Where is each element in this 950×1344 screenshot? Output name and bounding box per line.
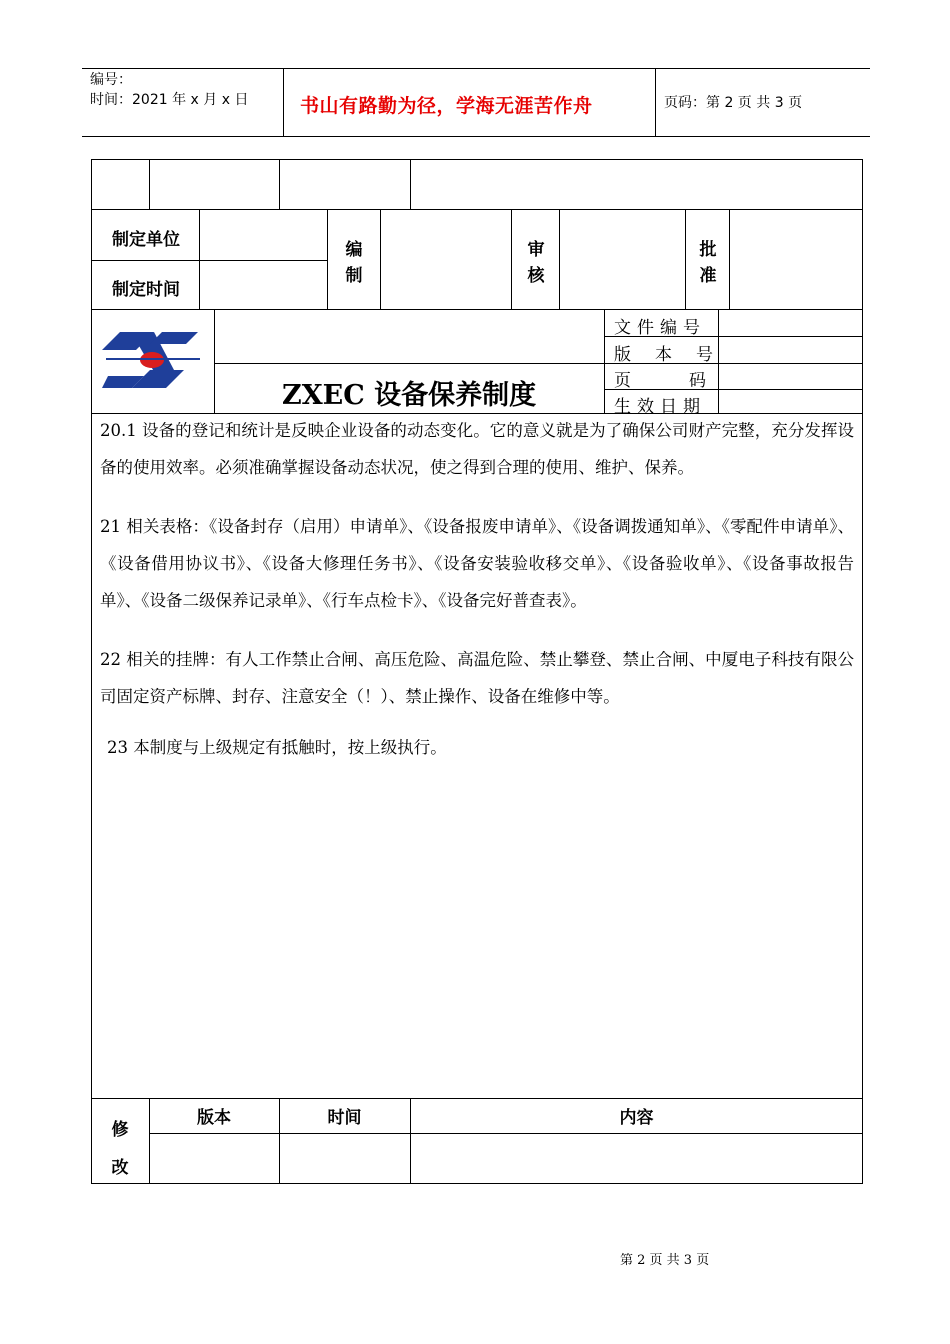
approval-divider-e [559,209,560,310]
body-paragraph: 20.1 设备的登记和统计是反映企业设备的动态变化。它的意义就是为了确保公司财产完整，充分发挥设备的使用效率。必须准确掌握设备动态状况，使之得到合理的使用、维护、保养。 [100,421,854,477]
revision-header-rule [149,1133,863,1134]
body-text [100,412,854,766]
docinfo-divider-logo [214,309,215,414]
header-divider-2 [655,69,656,136]
field-label-effective-date: 生效日期 [614,397,706,417]
approval-hrule [91,260,327,261]
revision-col-version: 版本 [197,1108,231,1128]
approval-divider-g [729,209,730,310]
header-bottom-rule [82,136,870,137]
empty-row [91,159,863,210]
empty-row-divider-2 [279,159,280,210]
revision-col-content: 内容 [619,1108,654,1128]
unit-label: 制定单位 [112,230,180,250]
time-label: 时间：2021 年 x 月 x 日 [90,92,249,108]
company-logo-icon [102,326,202,394]
empty-row-divider-3 [410,159,411,210]
body-paragraph: 23 本制度与上级规定有抵触时，按上级执行。 [107,738,447,757]
editor-label: 编 制 [345,240,363,286]
empty-row-divider-1 [149,159,150,210]
approval-divider-b [327,209,328,310]
field-label-file-no: 文件编号 [614,318,706,338]
revision-side-label: 修 改 [111,1120,129,1178]
field-label-page: 页码 [614,371,764,391]
time-label-approval: 制定时间 [112,280,180,300]
body-paragraph: 21 相关表格：《设备封存（启用）申请单》、《设备报废申请单》、《设备调拨通知单》、《零配件申请单》、《设备借用协议书》、《设备大修理任务书》、《设备安装验收移交单》、《设备验收单》、《设备事故报告单》、《设备二级保养记录单》、《行车点检卡》、《设备完好普查表》。 [100,517,854,610]
motto-text: 书山有路勤为径，学海无涯苦作舟 [300,95,593,117]
title-upper-rule [214,363,604,364]
code-label: 编号： [90,72,132,88]
header-divider-1 [283,69,284,136]
approve-label: 批 准 [699,240,717,286]
page-info: 页码：第 2 页 共 3 页 [664,95,803,111]
review-label: 审 核 [527,240,545,286]
header-top-rule [82,68,870,69]
page-footer: 第 2 页 共 3 页 [620,1253,710,1268]
field-label-version: 版本号 [614,345,737,365]
document-title: ZXEC 设备保养制度 [282,380,537,411]
approval-divider-c [380,209,381,310]
body-paragraph: 22 相关的挂牌：有人工作禁止合闸、高压危险、高温危险、禁止攀登、禁止合闸、中厦电子科技有限公司固定资产标牌、封存、注意安全（！）、禁止操作、设备在维修中等。 [100,650,854,706]
docinfo-divider-fields [604,309,605,414]
revision-col-time: 时间 [327,1108,362,1128]
approval-divider-f [685,209,686,310]
approval-divider-d [511,209,512,310]
